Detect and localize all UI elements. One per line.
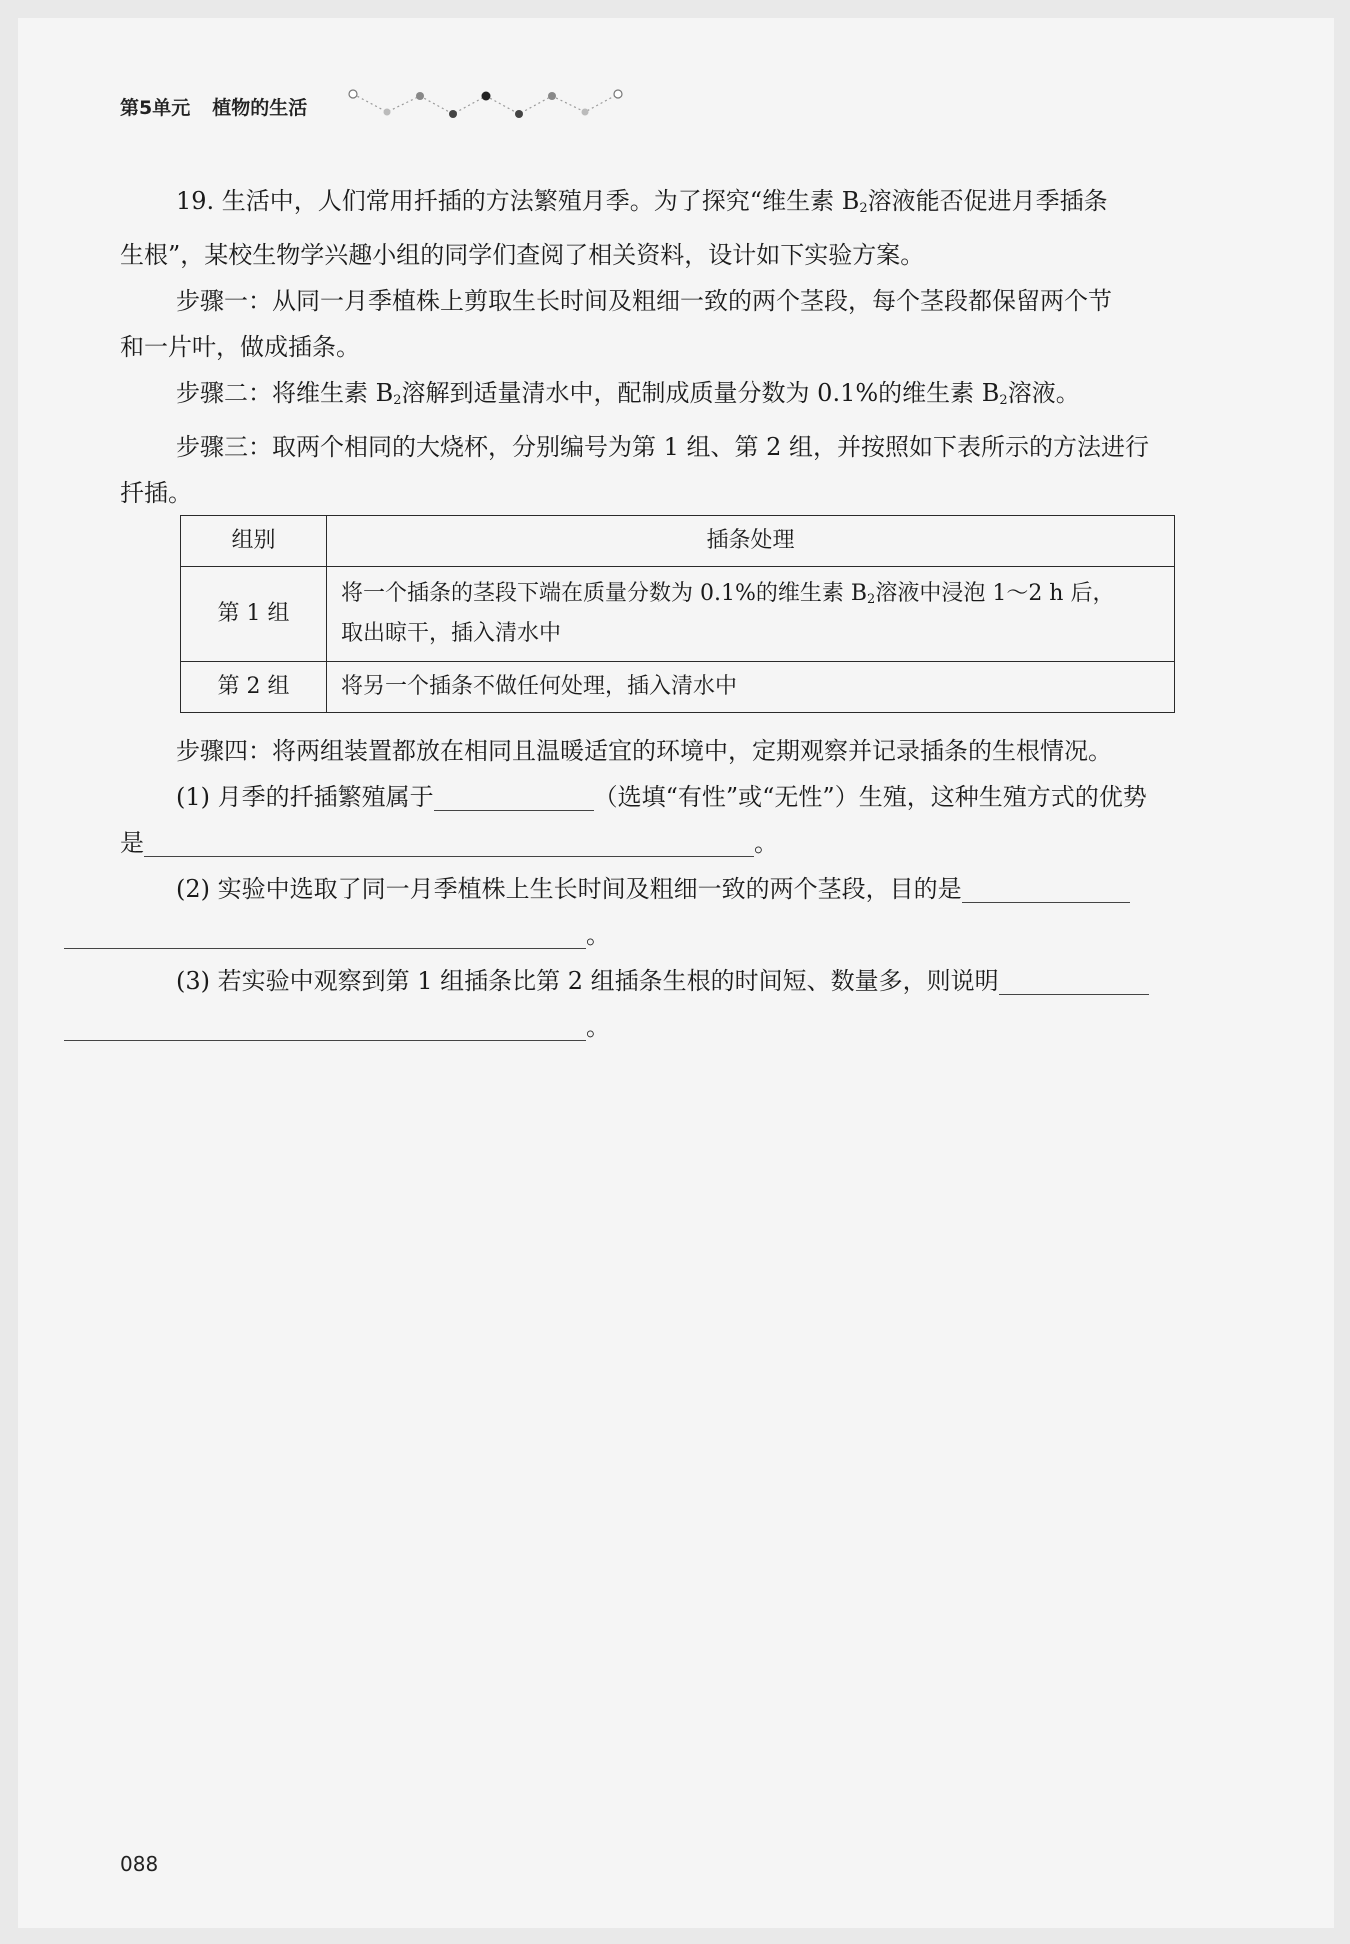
question-body — [120, 178, 1240, 516]
step-3-line-1: 步骤三：取两个相同的大烧杯，分别编号为第 1 组、第 2 组，并按照如下表所示的方法进行 — [176, 433, 1150, 461]
treatment-text: 将一个插条的茎段下端在质量分数为 0.1%的维生素 B — [341, 581, 868, 606]
group-cell: 第 2 组 — [181, 662, 327, 713]
step-3 — [120, 424, 1240, 516]
answer-blank[interactable] — [434, 780, 594, 811]
q3-end: 。 — [586, 1013, 610, 1041]
step-2-b: 溶解到适量清水中，配制成质量分数为 0.1%的维生素 B — [401, 379, 1000, 407]
intro-text-2: 生根”，某校生物学兴趣小组的同学们查阅了相关资料，设计如下实验方案。 — [120, 241, 925, 269]
decorative-dots-icon — [345, 84, 630, 124]
q2-text: (2) 实验中选取了同一月季植株上生长时间及粗细一致的两个茎段，目的是 — [176, 875, 962, 903]
step-2-c: 溶液。 — [1007, 379, 1080, 407]
step-2 — [120, 370, 1240, 424]
q2-end: 。 — [586, 921, 610, 949]
question-intro — [120, 178, 1240, 278]
step-1 — [120, 278, 1240, 370]
subquestion-2 — [120, 866, 1240, 958]
subscript: 2 — [867, 592, 876, 607]
unit-title: 植物的生活 — [212, 96, 308, 119]
treatment-cell: 将另一个插条不做任何处理，插入清水中 — [327, 662, 1175, 713]
answer-blank[interactable] — [144, 826, 754, 857]
group-cell: 第 1 组 — [181, 567, 327, 662]
treatment-cell — [327, 567, 1175, 662]
step-2-a: 步骤二：将维生素 B — [176, 379, 394, 407]
table-header-row — [181, 516, 1175, 567]
step-1-line-2: 和一片叶，做成插条。 — [120, 333, 360, 361]
answer-blank[interactable] — [64, 1010, 586, 1041]
subscript: 2 — [999, 393, 1008, 408]
subscript: 2 — [393, 393, 402, 408]
answer-blank[interactable] — [64, 918, 586, 949]
intro-text: 19. 生活中，人们常用扦插的方法繁殖月季。为了探究“维生素 B — [176, 187, 860, 215]
table-header: 插条处理 — [327, 516, 1175, 567]
subquestion-1 — [120, 774, 1240, 866]
q3-text: (3) 若实验中观察到第 1 组插条比第 2 组插条生根的时间短、数量多，则说明 — [176, 967, 999, 995]
unit-label: 第5单元 — [120, 96, 191, 119]
answer-blank[interactable] — [999, 964, 1149, 995]
step-3-line-2: 扦插。 — [120, 479, 192, 507]
q1-text-c: 是 — [120, 829, 144, 857]
follow-up — [120, 728, 1240, 1050]
table-header: 组别 — [181, 516, 327, 567]
step-4: 步骤四：将两组装置都放在相同且温暖适宜的环境中，定期观察并记录插条的生根情况。 — [176, 737, 1112, 765]
answer-blank[interactable] — [962, 872, 1130, 903]
running-header — [120, 92, 307, 120]
table-row — [181, 662, 1175, 713]
page-number: 088 — [120, 1852, 159, 1876]
subquestion-3 — [120, 958, 1240, 1050]
intro-text-b: 溶液能否促进月季插条 — [867, 187, 1108, 215]
subscript: 2 — [859, 201, 868, 216]
treatment-text-2: 取出晾干，插入清水中 — [341, 621, 562, 646]
q1-end: 。 — [754, 829, 778, 857]
step-1-line-1: 步骤一：从同一月季植株上剪取生长时间及粗细一致的两个茎段，每个茎段都保留两个节 — [176, 287, 1112, 315]
q1-text: (1) 月季的扦插繁殖属于 — [176, 783, 434, 811]
experiment-table — [180, 515, 1175, 713]
treatment-text-b: 溶液中浸泡 1～2 h 后， — [875, 581, 1115, 606]
table-row — [181, 567, 1175, 662]
q1-text-b: （选填“有性”或“无性”）生殖，这种生殖方式的优势 — [593, 783, 1147, 811]
